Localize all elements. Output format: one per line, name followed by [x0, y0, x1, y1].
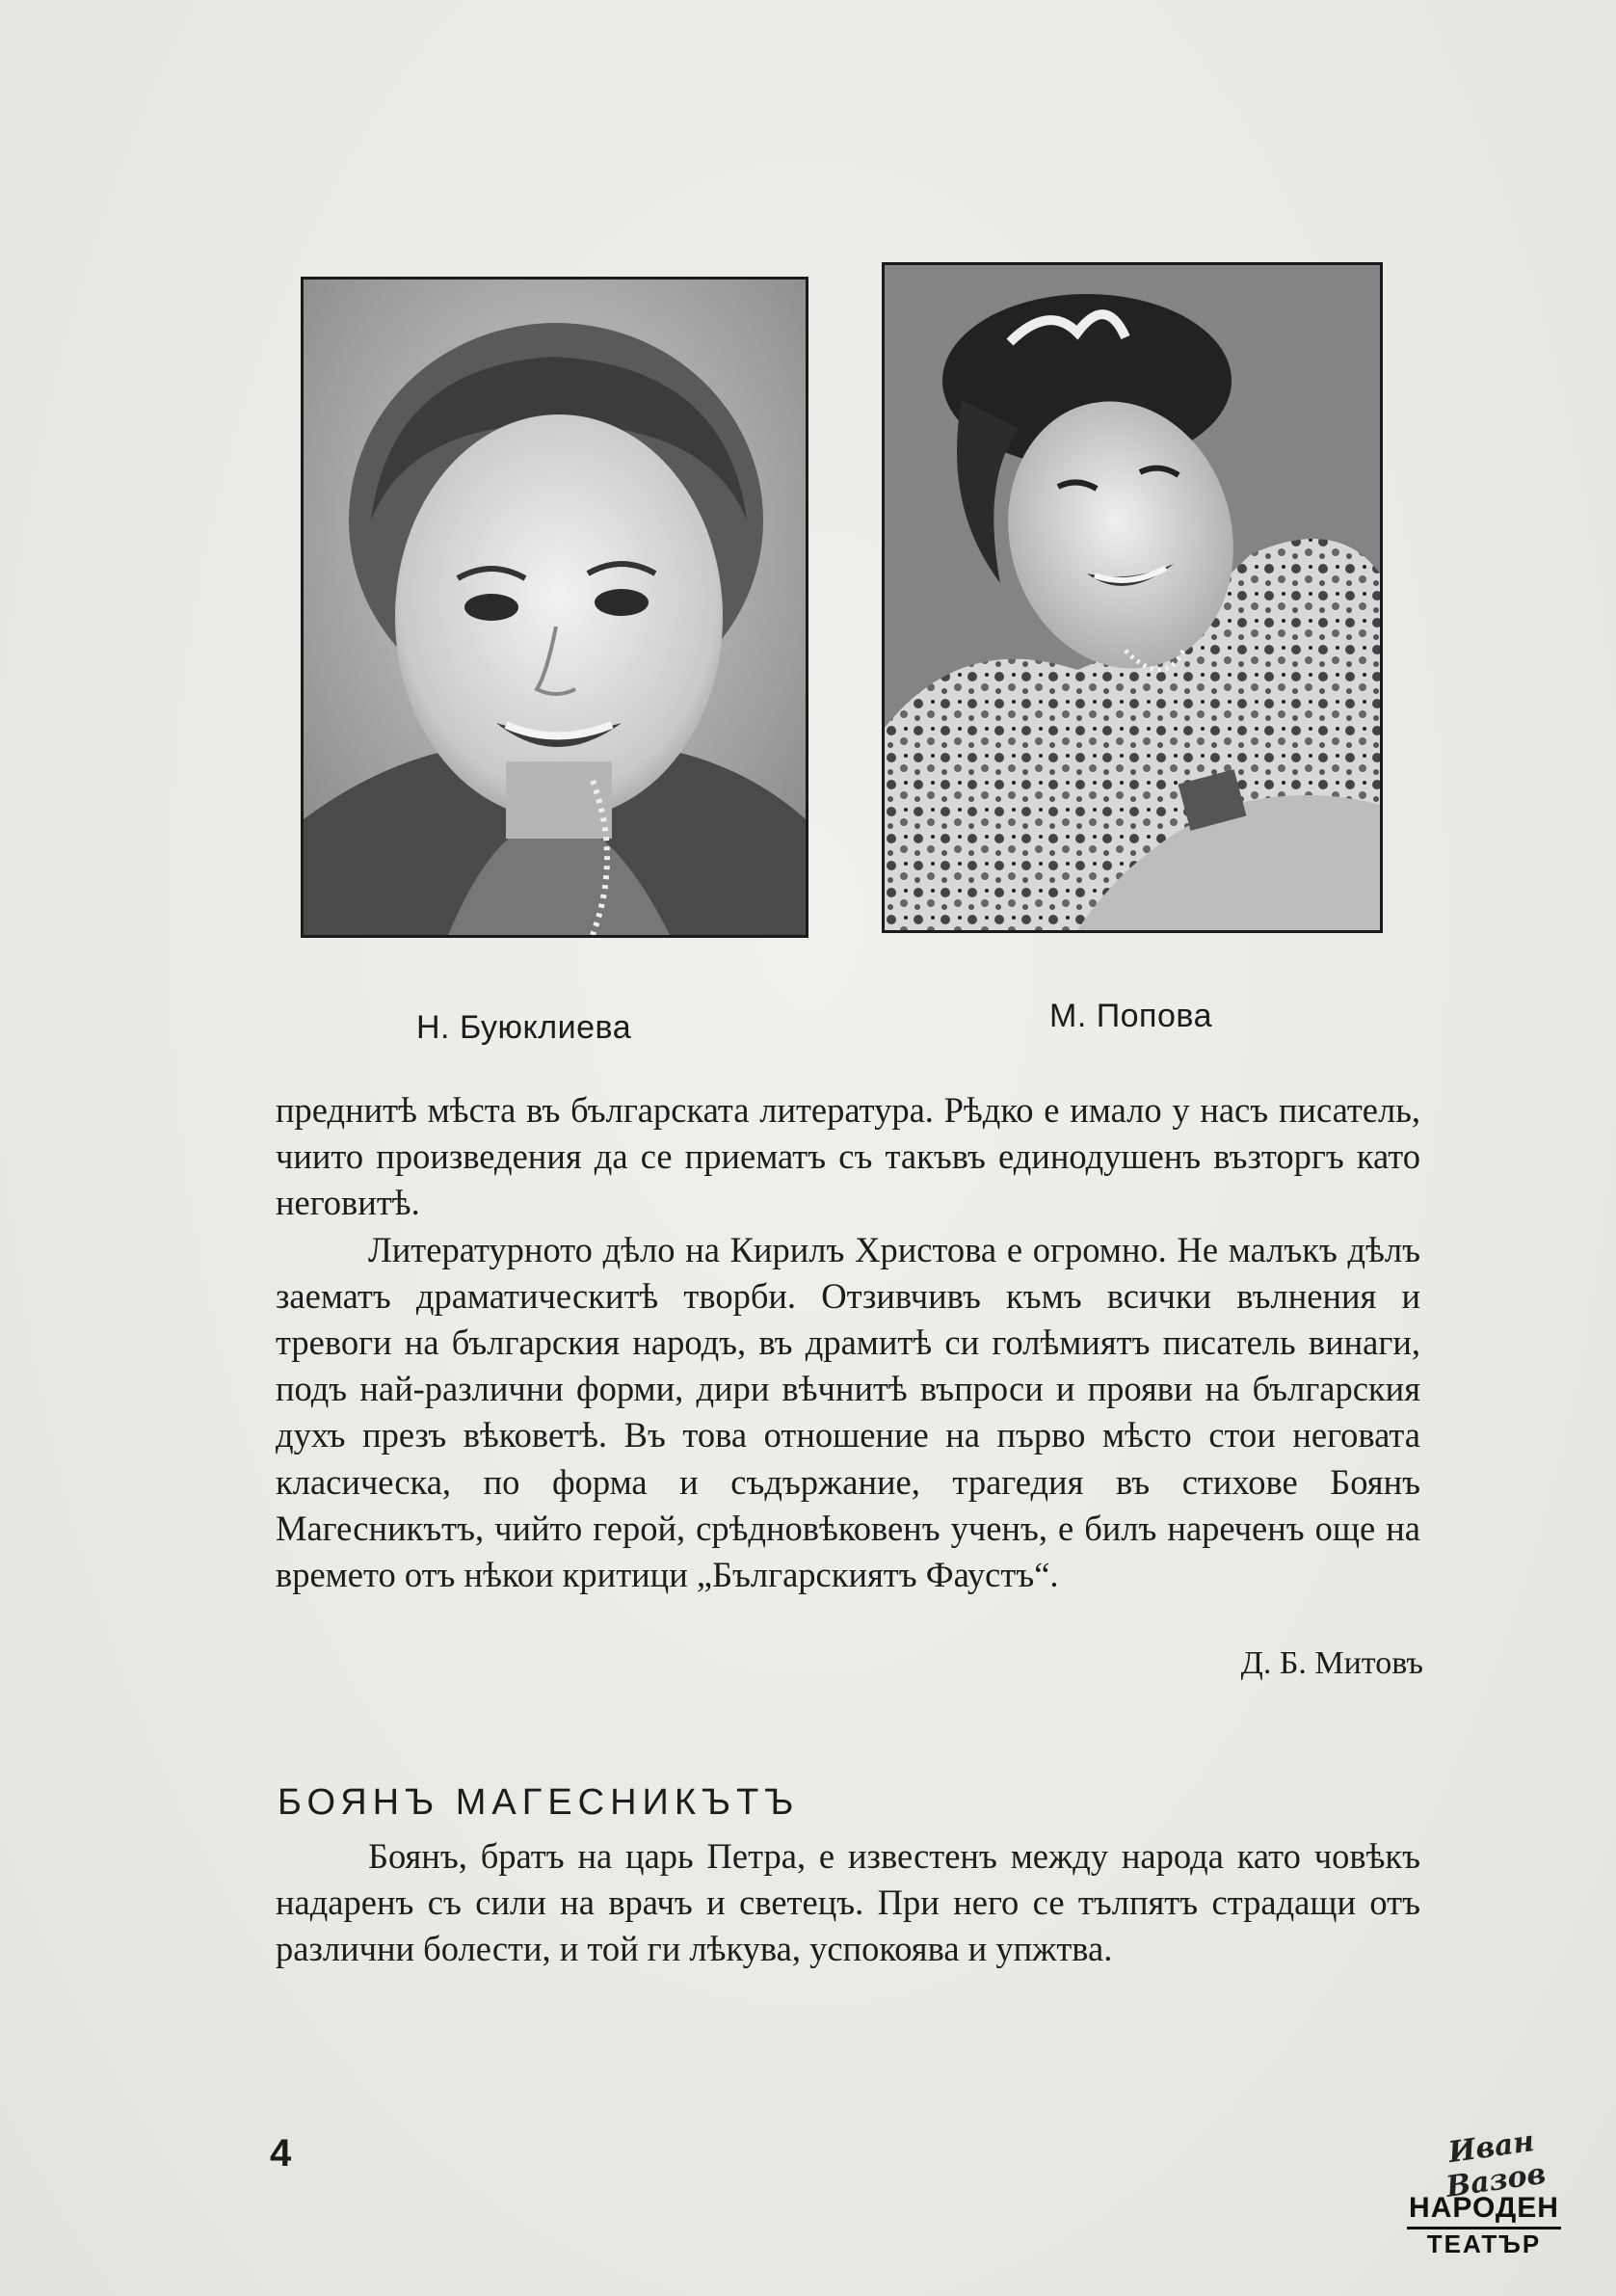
theatre-logo — [1397, 2124, 1571, 2258]
article-text — [276, 1087, 1420, 1598]
section-title: БОЯНЪ МАГЕСНИКЪТЪ — [278, 1781, 800, 1823]
portrait-left-image — [304, 280, 806, 935]
synopsis-text — [276, 1833, 1420, 1973]
synopsis-paragraph: Боянъ, братъ на царь Петра, е известенъ между народа като човѣкъ надаренъ съ сили на врачъ и светецъ. При него се тълпятъ страдащи отъ различни болести, и той ги лѣкува, успокоява и упжтва. — [276, 1836, 1420, 1969]
article-paragraph-1: преднитѣ мѣста въ българската литература. Рѣдко е имало у насъ писатель, чиито произведения да се приематъ съ такъвъ единодушенъ възторгъ като неговитѣ. — [276, 1090, 1420, 1223]
caption-left: Н. Буюклиева — [416, 1009, 632, 1046]
logo-line-1: НАРОДЕН — [1407, 2192, 1561, 2229]
page-number: 4 — [270, 2132, 292, 2175]
portrait-photo-left — [301, 277, 808, 938]
logo-script: Иван Вазов — [1444, 2124, 1549, 2204]
logo-line-2: ТЕАТЪР — [1426, 2229, 1542, 2258]
portrait-photo-right — [882, 262, 1383, 933]
author-signature: Д. Б. Митовъ — [1240, 1645, 1423, 1681]
caption-right: М. Попова — [1049, 998, 1212, 1034]
portrait-right-image — [885, 265, 1380, 930]
article-paragraph-2: Литературното дѣло на Кирилъ Христова е огромно. Не малъкъ дѣлъ заематъ драматическитѣ творби. Отзивчивъ къмъ всички вълнения и тревоги на българския народъ, въ драмитѣ си голѣмиятъ писатель винаги, подъ най-различни форми, дири вѣчнитѣ въпроси и прояви на българския духъ презъ вѣковетѣ. Въ това отношение на първо мѣсто стои неговата класическа, по форма и съдържание, трагедия въ стихове Боянъ Магесникътъ, чийто герой, срѣдновѣковенъ ученъ, е билъ нареченъ още на времето отъ нѣкои критици „Българскиятъ Фаустъ“. — [276, 1229, 1420, 1595]
